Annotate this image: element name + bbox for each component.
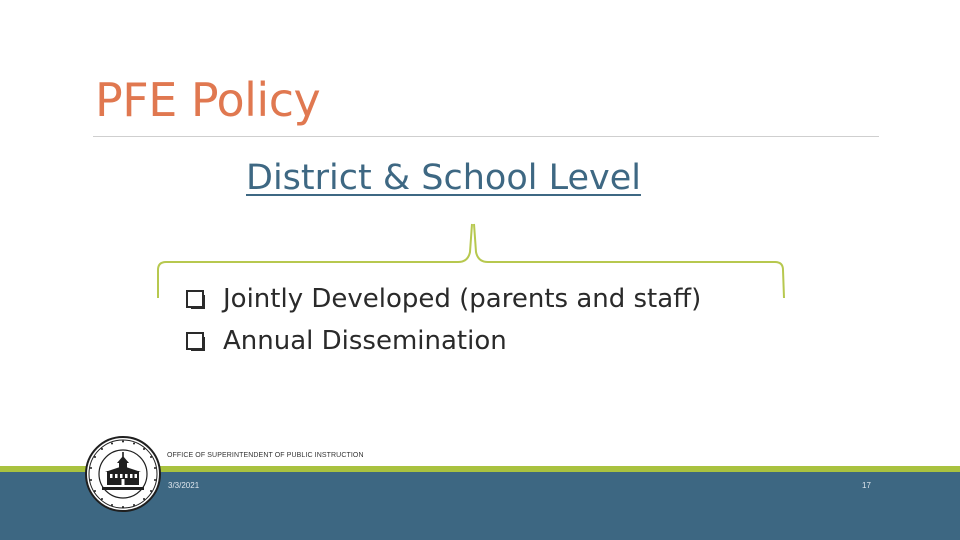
bullet-item xyxy=(186,278,701,320)
bullet-item xyxy=(186,320,701,362)
slide-title: PFE Policy xyxy=(95,73,321,127)
slide-number: 17 xyxy=(862,481,871,490)
footer-date: 3/3/2021 xyxy=(168,481,200,490)
checkbox-icon xyxy=(186,332,205,351)
title-divider xyxy=(93,136,879,137)
footer-office-name: OFFICE OF SUPERINTENDENT OF PUBLIC INSTRUCTION xyxy=(167,452,364,459)
bullet-text: Jointly Developed (parents and staff) xyxy=(223,284,702,314)
ospi-seal-icon xyxy=(84,435,162,513)
bullet-list xyxy=(186,278,701,362)
slide-subtitle: District & School Level xyxy=(246,158,641,198)
checkbox-icon xyxy=(186,290,205,309)
bullet-text: Annual Dissemination xyxy=(223,326,507,356)
